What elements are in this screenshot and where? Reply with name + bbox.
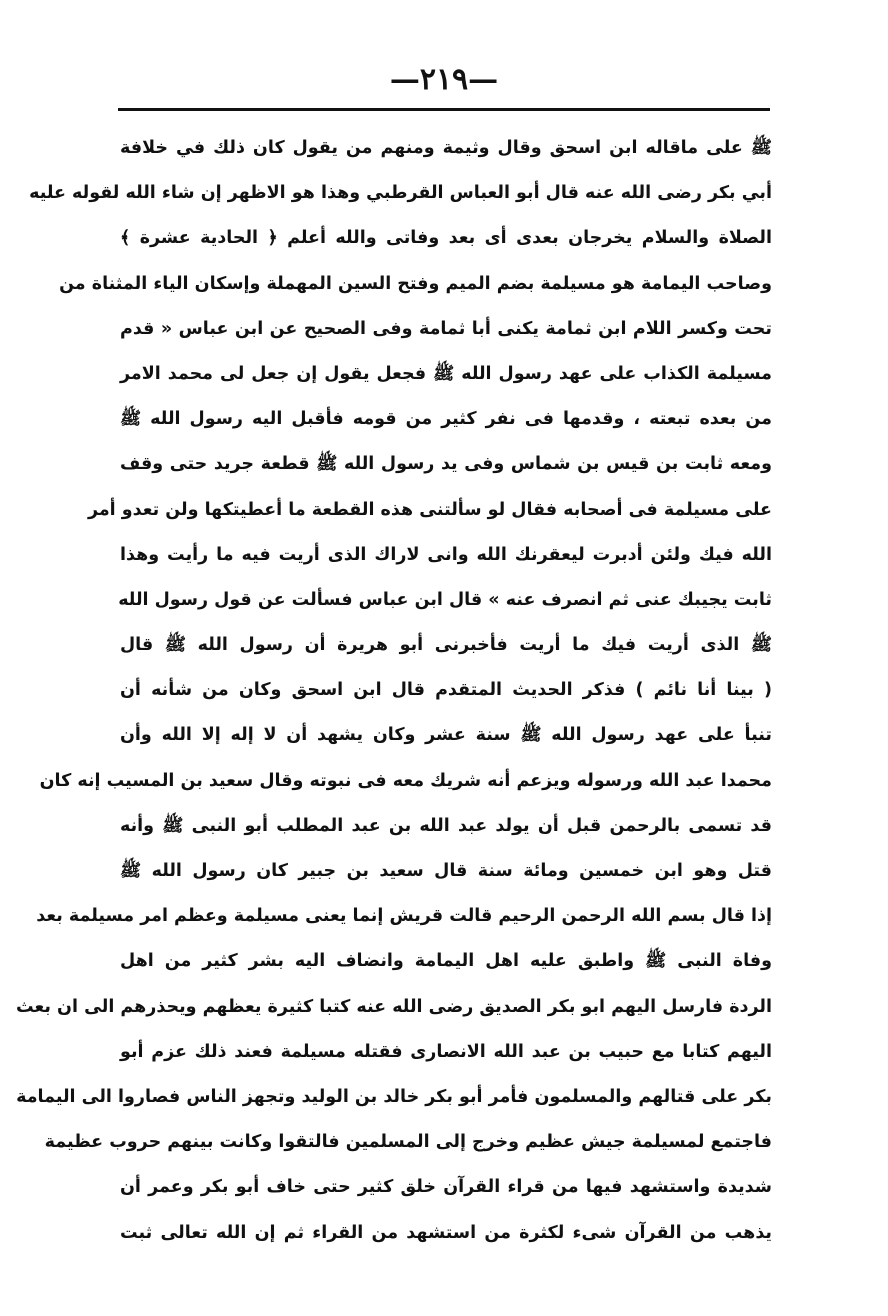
text-line: يذهب من القرآن شىء لكثرة من استشهد من القراء ثم إن الله تعالى ثبت <box>120 1222 772 1243</box>
text-line: على مسيلمة فى أصحابه فقال لو سألتنى هذه القطعة ما أعطيتكها ولن تعدو أمر <box>87 499 772 520</box>
text-line: ﷺ على ماقاله ابن اسحق وقال وثيمة ومنهم من يقول كان ذلك في خلافة <box>120 138 772 158</box>
text-line: ( بينا أنا نائم ) فذكر الحديث المتقدم قال ابن اسحق وكان من شأنه أن <box>120 680 772 701</box>
text-line: محمدا عبد الله ورسوله ويزعم أنه شريك معه فى نبوته وقال سعيد بن المسيب إنه كان <box>39 770 772 791</box>
text-line: ثابت يجيبك عنى ثم انصرف عنه » قال ابن عباس فسألت عن قول رسول الله <box>118 589 772 610</box>
body-text <box>15 126 772 1256</box>
header-rule <box>118 108 770 111</box>
text-line: إذا قال بسم الله الرحمن الرحيم قالت قريش إنما يعنى مسيلمة وعظم امر مسيلمة بعد <box>36 906 772 927</box>
text-line: مسيلمة الكذاب على عهد رسول الله ﷺ فجعل يقول إن جعل لى محمد الامر <box>120 363 772 384</box>
text-line: ومعه ثابت بن قيس بن شماس وفى يد رسول الله ﷺ قطعة جريد حتى وقف <box>120 454 772 475</box>
text-line: بكر على قتالهم والمسلمون فأمر أبو بكر خالد بن الوليد وتجهز الناس فصاروا الى اليمامة <box>16 1086 772 1107</box>
text-line: شديدة واستشهد فيها من قراء القرآن خلق كثير حتى خاف أبو بكر وعمر أن <box>120 1177 772 1198</box>
text-line: الله فيك ولئن أدبرت ليعقرنك الله وانى لاراك الذى أريت فيه ما رأيت وهذا <box>120 544 772 565</box>
text-line: تنبأ على عهد رسول الله ﷺ سنة عشر وكان يشهد أن لا إله إلا الله وأن <box>120 725 772 746</box>
text-line: تحت وكسر اللام ابن ثمامة يكنى أبا ثمامة وفى الصحيح عن ابن عباس « قدم <box>120 318 772 339</box>
page-number: —٢١٩— <box>389 62 499 97</box>
text-line: وفاة النبى ﷺ واطبق عليه اهل اليمامة وانضاف اليه بشر كثير من اهل <box>120 951 772 972</box>
text-line: الردة فارسل اليهم ابو بكر الصديق رضى الله عنه كتبا كثيرة يعظهم ويحذرهم الى ان بعث <box>15 996 772 1017</box>
text-line: من بعده تبعته ، وقدمها فى نفر كثير من قومه فأقبل اليه رسول الله ﷺ <box>120 409 772 430</box>
text-line: اليهم كتابا مع حبيب بن عبد الله الانصارى فقتله مسيلمة فعند ذلك عزم أبو <box>120 1041 772 1062</box>
text-line: ﷺ الذى أريت فيك ما أريت فأخبرنى أبو هريرة أن رسول الله ﷺ قال <box>120 635 772 656</box>
text-line: فاجتمع لمسيلمة جيش عظيم وخرج إلى المسلمين فالتقوا وكانت بينهم حروب عظيمة <box>44 1132 772 1153</box>
text-line: الصلاة والسلام يخرجان بعدى أى بعد وفاتى والله أعلم ﴿ الحادية عشرة ﴾ <box>120 228 772 249</box>
text-line: قد تسمى بالرحمن قبل أن يولد عبد الله بن عبد المطلب أبو النبى ﷺ وأنه <box>120 815 772 836</box>
text-line: أبي بكر رضى الله عنه قال أبو العباس القرطبي وهذا هو الاظهر إن شاء الله لقوله عليه <box>29 183 772 204</box>
text-line: وصاحب اليمامة هو مسيلمة بضم الميم وفتح السين المهملة وإسكان الياء المثناة من <box>59 273 772 294</box>
text-line: قتل وهو ابن خمسين ومائة سنة قال سعيد بن جبير كان رسول الله ﷺ <box>120 861 772 881</box>
